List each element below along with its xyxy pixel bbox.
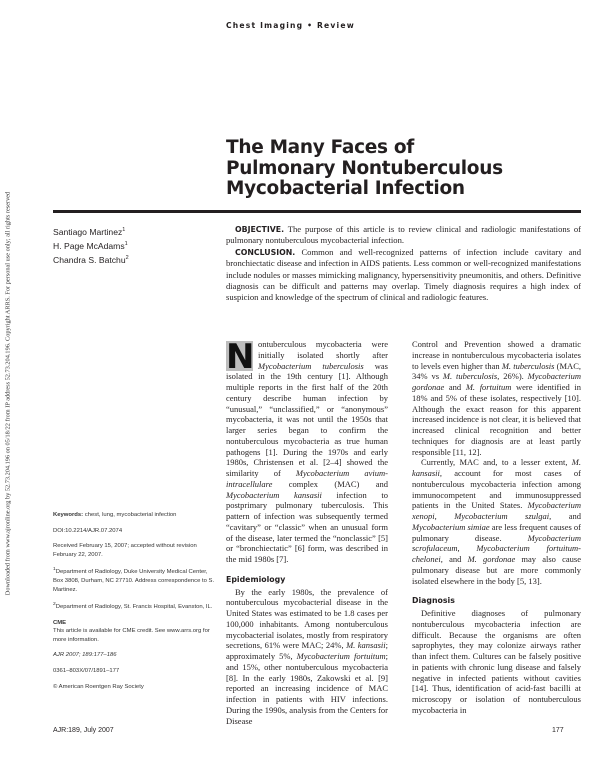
keywords-label: Keywords: [53,512,84,518]
italic-term: M. kansasii [346,640,386,651]
text-run: , and [549,511,581,521]
body-column-1 [226,339,388,726]
abstract [226,224,581,304]
italic-term: Mycobacterium kansasii [226,489,322,500]
author-list [53,224,129,266]
italic-term: Mycobacterium avium-intracellulare [226,468,388,489]
text-run: were identified in 18% and 5% of these isolates, respectively [10]. Although the exact reason for this apparent increased incidence is not clear, it is believed that increased clinical recognition and better techniques for diagnosis are at least partly responsible [11, 12]. [412,382,581,457]
keywords-text: chest, lung, mycobacterial infection [83,512,177,518]
affiliation-marker: 1 [122,227,126,233]
abstract-objective [226,224,581,247]
title-line: The Many Faces of [226,137,415,158]
section-header: Chest Imaging • Review [226,21,355,30]
body-paragraph [412,339,581,457]
text-run: and [444,382,466,392]
affiliation-marker: 1 [124,240,128,247]
text-run: , [457,543,477,554]
cme-text: This article is available for CME credit. See www.arrs.org for more information. [53,628,210,643]
author-name: Santiago Martinez [53,226,123,237]
author [53,252,129,266]
body-paragraph [226,339,388,565]
doi: DOI:10.2214/AJR.07.2074 [53,527,123,534]
conclusion-label: CONCLUSION. [235,247,296,257]
italic-term: M. gordonae [467,554,516,564]
italic-term: Mycobacterium fortuitum [296,651,386,661]
text-run: , [434,511,455,521]
affiliation-marker: 2 [53,602,56,608]
italic-term: M. tuberculosis [501,360,555,371]
body-paragraph [412,457,581,586]
objective-text: The purpose of this article is to review clinical and radiologic manifestations of pulmonary nontuberculous mycobacterial infection. [226,224,581,246]
body-paragraph [412,608,581,716]
italic-term: Mycobacterium szulgai [454,511,550,521]
italic-term: Mycobacterium fortuitum-chelonei [412,543,581,564]
article-notes [53,511,215,698]
section-heading: Epidemiology [226,574,286,584]
page-number: 177 [552,727,564,734]
title-rule [53,210,581,213]
keywords [53,511,215,520]
issn: 0361–803X/07/1891–177 [53,668,120,675]
copyright: © American Roentgen Ray Society [53,683,144,690]
title-line: Mycobacterial Infection [226,178,465,199]
text-run: (MAC, 34% vs [412,360,581,382]
text-run: are less frequent causes of pulmonary disease. [412,521,582,543]
affiliation-marker: 2 [125,254,129,261]
text-run: infection to postprimary pulmonary tuberculosis. This pattern of infection was subsequently termed “cavitary” or “classic” when an unusual form of the disease, later termed the “nonclassic” [5] or “bronchiectatic” [6] form, was described in the mid 1980s [7]. [226,489,388,564]
text-run: ; approximately 5%, [226,640,388,661]
received-date: Received February 15, 2007; accepted without revision February 22, 2007. [53,543,197,558]
text-run: Control and Prevention showed a dramatic increase in nontuberculous mycobacteria isolates to levels even higher than [412,339,581,371]
affiliation-2 [53,601,215,612]
italic-term: Mycobacterium tuberculosis [258,360,364,371]
abstract-conclusion [226,247,581,304]
text-run: , account for most cases of nontuberculous mycobacteria infection among immunocompetent and immunosuppressed patients in the United States. [412,468,581,511]
italic-term: M. tuberculosis [442,371,498,382]
text-run: ; and 15%, other nontuberculous mycobacteria [8]. In the early 1980s, Zakowski et al. [9] reported an increasing incidence of MAC infection in patients with HIV infections. During the 1990s, analysis from the Centers for Disease [226,651,388,726]
text-run: complex (MAC) and [272,478,388,489]
conclusion-text: Common and well-recognized patterns of infection include cavitary and bronchiectatic disease and infection in AIDS patients. Less common or well-recognized manifestations include nodules or masses mimicking malignancy, hypersensitivity pneumonitis, and others. Definitive diagnosis can be difficult and patterns may overlap. Timely diagnosis requires a high index of suspicion and knowledge of the spectrum of clinical and radiologic features. [226,246,581,303]
author-name: Chandra S. Batchu [53,254,126,265]
affiliation-text: Department of Radiology, St. Francis Hospital, Evanston, IL. [55,604,213,611]
citation: AJR 2007; 189:177–186 [53,652,117,659]
objective-label: OBJECTIVE. [235,225,285,234]
text-run: , and [440,554,468,564]
italic-term: Mycobacterium xenopi [412,500,581,521]
text-run: , 26%). [497,371,528,382]
body-paragraph [226,587,388,727]
article-title [226,138,503,200]
body-column-2 [412,339,581,716]
author [53,224,129,238]
drop-cap: N [226,337,255,377]
author [53,238,129,252]
author-name: H. Page McAdams [53,240,125,251]
affiliation-1 [53,566,215,594]
cme-label: CME [53,619,67,626]
footer-journal: AJR:189, July 2007 [53,727,114,734]
text-run: may also cause pulmonary disease but are more commonly isolated elsewhere in the body [5, 13]. [412,554,581,586]
affiliation-marker: 1 [53,567,56,573]
title-line: Pulmonary Nontuberculous [226,157,503,179]
cme-note [53,619,215,645]
text-run: was isolated in the 19th century [1]. Although multiple reports in the first half of the 20th century describe human infection by “unusual,” “unclassified,” or “anonymous” mycobacteria, it was not until the 1950s that larger series began to confirm the nontuberculous mycobacteria as true human pathogens [1]. During the 1970s and early 1980s, Christensen et al. [2–4] showed the similarity of [226,360,388,478]
download-notice: Downloaded from www.ajronline.org by 52.73.204.196 on 05/18/22 from IP address 52.73.204.196. Copyright ARRS. For personal use only; all rights reserved [4,191,12,596]
text-run: ontuberculous mycobacteria were initially isolated shortly after [258,339,388,360]
italic-term: M. kansasii [412,457,581,478]
italic-term: M. fortuitum [465,382,512,392]
text-run: Currently, MAC and, to a lesser extent, [421,457,572,468]
italic-term: Mycobacterium simiae [412,521,490,532]
italic-term: Mycobacterium scrofulaceum [412,532,581,554]
text-run: By the early 1980s, the prevalence of nontuberculous mycobacterial disease in the United States was estimated to be 1.8 cases per 100,000 inhabitants. Among nontuberculous mycobacterial isolates, mostly from respiratory secretions, 61% were MAC; 24%, [226,586,388,651]
text-run: Definitive diagnoses of pulmonary nontuberculous mycobacteria infection are difficult. Because the organisms are often saprophytes, they may colonize airways rather than infect them. Cultures can be falsely positive in patients with chronic lung disease and falsely negative in infected patients without cavities [14]. Thus, identification of acid-fast bacilli at microscopy or isolation of nontuberculous mycobacteria in [412,608,581,715]
section-heading: Diagnosis [412,596,455,606]
italic-term: Mycobacterium gordonae [412,371,581,392]
affiliation-text: Department of Radiology, Duke University Medical Center, Box 3808, Durham, NC 27710. Address correspondence to S. Martinez. [53,569,215,593]
